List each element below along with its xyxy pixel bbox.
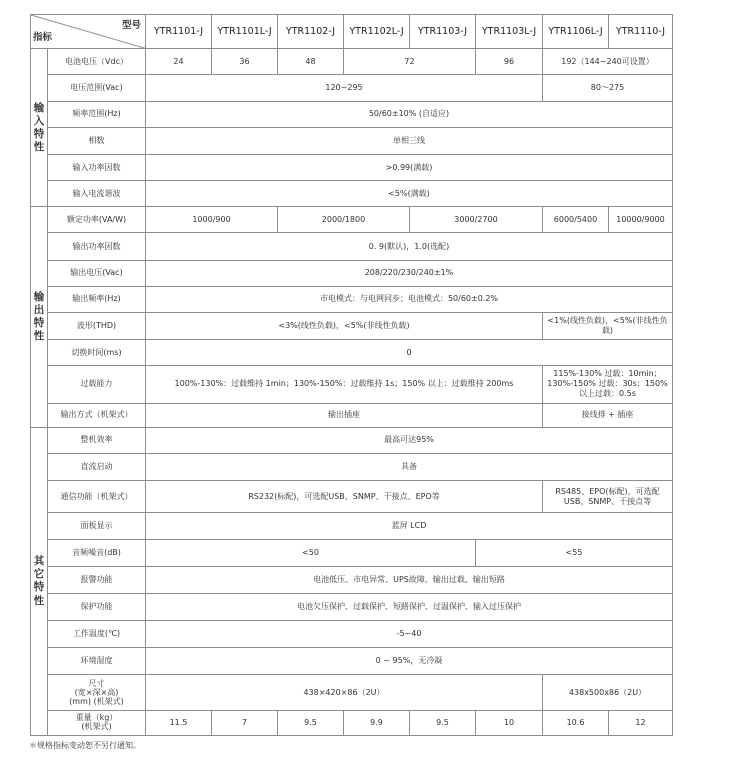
model-header: YTR1101-J <box>146 15 212 49</box>
value-cell: 3000/2700 <box>410 207 543 233</box>
value-cell: -5~40 <box>146 621 673 648</box>
param-label: 相数 <box>48 127 146 154</box>
header-corner-cell <box>31 15 146 49</box>
table-row <box>31 286 673 312</box>
param-label: 波形(THD) <box>48 312 146 339</box>
param-label: 过载能力 <box>48 366 146 403</box>
value-cell: 120~295 <box>146 75 543 101</box>
header-row <box>31 15 673 49</box>
value-cell: 50/60±10% (自适应) <box>146 101 673 127</box>
value-cell: 9.5 <box>278 710 344 735</box>
value-cell: 10 <box>476 710 543 735</box>
table-row <box>31 75 673 101</box>
value-cell: 12 <box>609 710 673 735</box>
value-cell: <5%(满载) <box>146 181 673 207</box>
header-spec-label: 指标 <box>33 32 53 44</box>
value-cell: 438×420×86（2U） <box>146 675 543 710</box>
value-cell: 单相三线 <box>146 127 673 154</box>
model-header: YTR1102-J <box>278 15 344 49</box>
param-label: 音频噪音(dB) <box>48 539 146 566</box>
param-label: 输出电压(Vac) <box>48 260 146 286</box>
value-cell: 电池欠压保护、过载保护、短路保护、过温保护、输入过压保护 <box>146 593 673 620</box>
value-cell: 蓝屏 LCD <box>146 513 673 539</box>
param-label: 通信功能（机架式） <box>48 481 146 513</box>
group-label-other: 其 它 特 性 <box>31 427 48 735</box>
param-label: 直流启动 <box>48 453 146 480</box>
value-cell: 最高可达95% <box>146 427 673 453</box>
value-cell: <1%(线性负载)，<5%(非线性负载) <box>543 312 673 339</box>
param-label: 输出频率(Hz) <box>48 286 146 312</box>
value-cell: 438x500x86（2U） <box>543 675 673 710</box>
table-row <box>31 154 673 180</box>
value-cell: 0 <box>146 340 673 366</box>
value-cell: 6000/5400 <box>543 207 609 233</box>
table-row <box>31 593 673 620</box>
value-cell: 1000/900 <box>146 207 278 233</box>
table-row <box>31 648 673 675</box>
model-header: YTR1103-J <box>410 15 476 49</box>
table-row <box>31 233 673 260</box>
value-cell: 0 ~ 95%，无冷凝 <box>146 648 673 675</box>
value-cell: 输出插座 <box>146 403 543 427</box>
group-label-input: 输 入 特 性 <box>31 49 48 207</box>
param-label: 频率范围(Hz) <box>48 101 146 127</box>
value-cell: 48 <box>278 49 344 75</box>
model-header: YTR1101L-J <box>212 15 278 49</box>
param-label: 重量（kg） (机架式) <box>48 710 146 735</box>
value-cell: RS485、EPO(标配)，可选配USB、SNMP、干接点等 <box>543 481 673 513</box>
table-row <box>31 513 673 539</box>
param-label: 面板显示 <box>48 513 146 539</box>
table-row <box>31 403 673 427</box>
table-row <box>31 566 673 593</box>
model-header: YTR1103L-J <box>476 15 543 49</box>
param-label: 保护功能 <box>48 593 146 620</box>
table-row <box>31 539 673 566</box>
value-cell: 10000/9000 <box>609 207 673 233</box>
table-row <box>31 621 673 648</box>
param-label: 电池电压（Vdc） <box>48 49 146 75</box>
value-cell: 电池低压、市电异常、UPS故障、输出过载、输出短路 <box>146 566 673 593</box>
value-cell: 96 <box>476 49 543 75</box>
param-label: 整机效率 <box>48 427 146 453</box>
value-cell: 7 <box>212 710 278 735</box>
value-cell: 接线排 + 插座 <box>543 403 673 427</box>
value-cell: 具备 <box>146 453 673 480</box>
value-cell: 市电模式：与电网同步；电池模式：50/60±0.2% <box>146 286 673 312</box>
value-cell: 11.5 <box>146 710 212 735</box>
param-label: 工作温度(℃) <box>48 621 146 648</box>
param-label: 电压范围(Vac) <box>48 75 146 101</box>
group-label-output: 输 出 特 性 <box>31 207 48 427</box>
table-row <box>31 340 673 366</box>
param-label: 额定功率(VA/W) <box>48 207 146 233</box>
value-cell: 36 <box>212 49 278 75</box>
value-cell: 72 <box>344 49 476 75</box>
param-label: 切换时间(ms) <box>48 340 146 366</box>
table-row <box>31 366 673 403</box>
value-cell: 100%-130%：过载维持 1min；130%-150%：过载维持 1s；150% 以上：过载维持 200ms <box>146 366 543 403</box>
table-row <box>31 127 673 154</box>
value-cell: 9.5 <box>410 710 476 735</box>
table-row <box>31 312 673 339</box>
footnote: ＊规格指标变动恕不另行通知。 <box>29 741 141 750</box>
param-label: 输入电流谐波 <box>48 181 146 207</box>
value-cell: 9.9 <box>344 710 410 735</box>
param-label: 尺寸 (宽×深×高) (mm) (机架式) <box>48 675 146 710</box>
table-row <box>31 49 673 75</box>
value-cell: 10.6 <box>543 710 609 735</box>
param-label: 输出方式（机架式） <box>48 403 146 427</box>
model-header: YTR1106L-J <box>543 15 609 49</box>
param-label: 环境湿度 <box>48 648 146 675</box>
value-cell: 192（144~240可设置） <box>543 49 673 75</box>
model-header: YTR1102L-J <box>344 15 410 49</box>
table-row <box>31 101 673 127</box>
table-row <box>31 427 673 453</box>
table-row <box>31 675 673 710</box>
value-cell: RS232(标配)，可选配USB、SNMP、干接点、EPO等 <box>146 481 543 513</box>
param-label: 输出功率因数 <box>48 233 146 260</box>
table-row <box>31 481 673 513</box>
value-cell: <3%(线性负载)，<5%(非线性负载) <box>146 312 543 339</box>
table-row <box>31 181 673 207</box>
table-row <box>31 453 673 480</box>
param-label: 报警功能 <box>48 566 146 593</box>
value-cell: 24 <box>146 49 212 75</box>
value-cell: 0. 9(默认)，1.0(选配) <box>146 233 673 260</box>
value-cell: 2000/1800 <box>278 207 410 233</box>
value-cell: 115%-130% 过载：10min；130%-150% 过载：30s；150% 以上过载：0.5s <box>543 366 673 403</box>
model-header: YTR1110-J <box>609 15 673 49</box>
value-cell: <55 <box>476 539 673 566</box>
header-model-label: 型号 <box>121 20 141 31</box>
spec-table <box>30 14 673 736</box>
value-cell: <50 <box>146 539 476 566</box>
param-label: 输入功率因数 <box>48 154 146 180</box>
table-row <box>31 207 673 233</box>
value-cell: >0.99(满载) <box>146 154 673 180</box>
value-cell: 208/220/230/240±1% <box>146 260 673 286</box>
table-row <box>31 710 673 735</box>
table-row <box>31 260 673 286</box>
value-cell: 80～275 <box>543 75 673 101</box>
